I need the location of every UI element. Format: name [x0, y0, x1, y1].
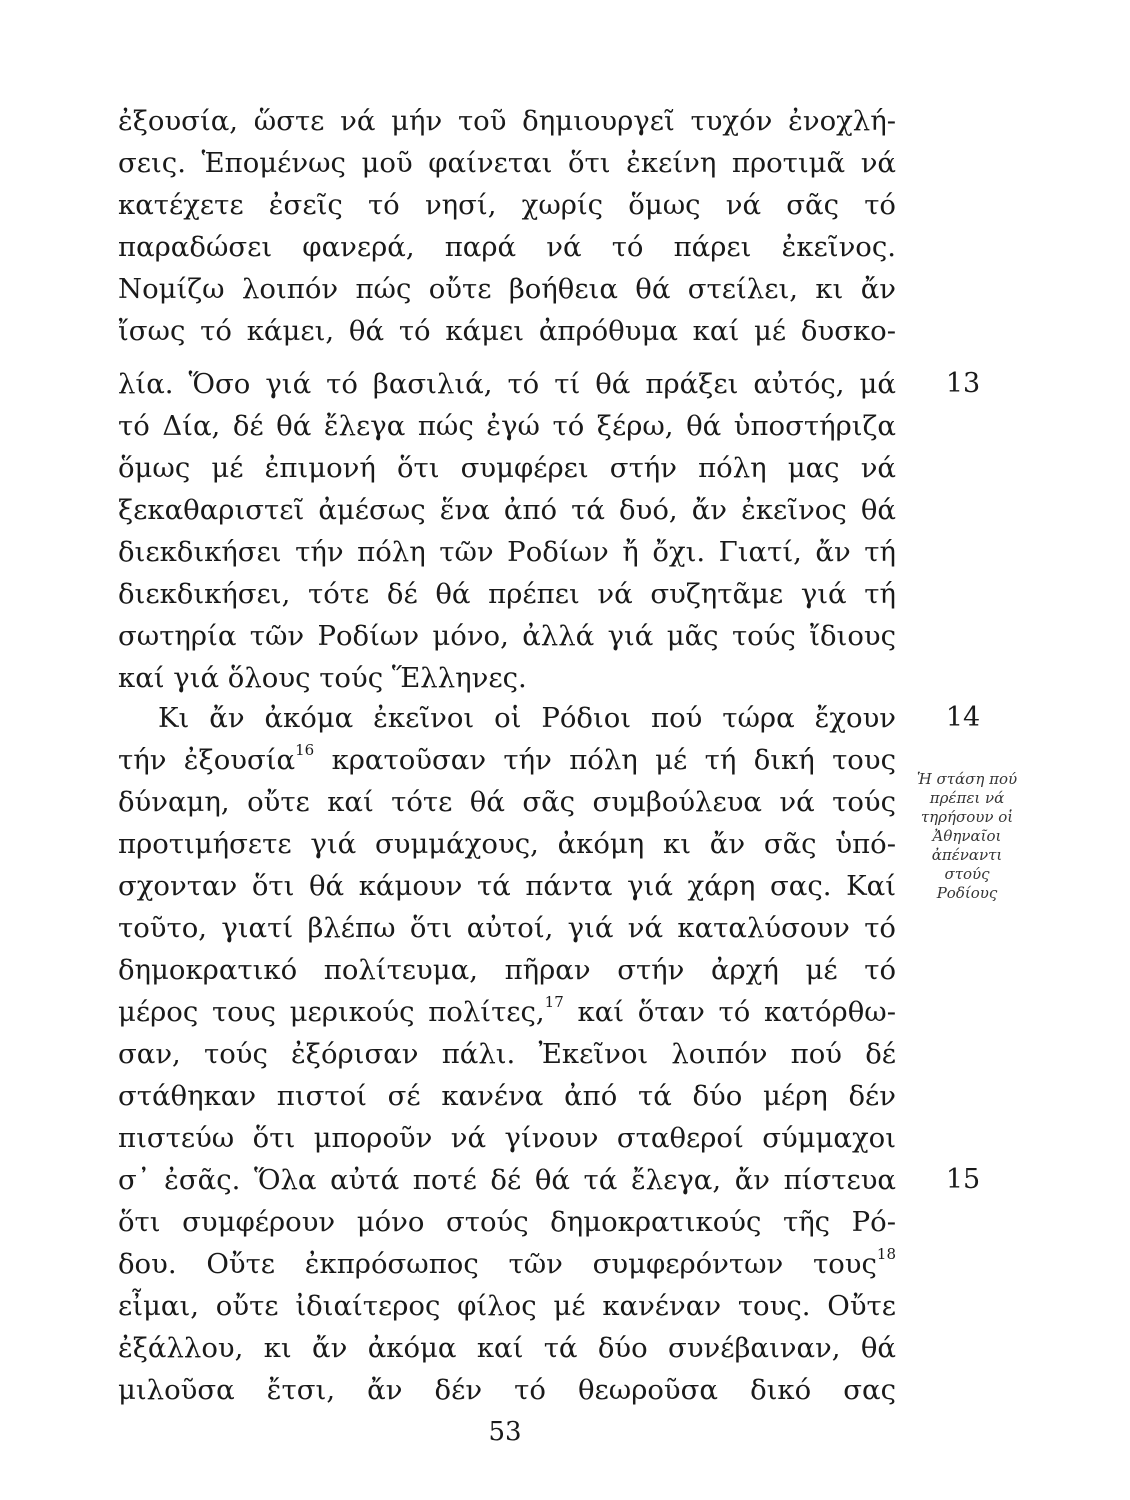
text-line: εἶμαι, οὔτε ἰδιαίτερος φίλος μέ κανέναν τους. Οὔτε	[118, 1290, 896, 1322]
text-line: δύναμη, οὔτε καί τότε θά σᾶς συμβούλευα νά τούς	[118, 786, 896, 818]
text-line: τοῦτο, γιατί βλέπω ὅτι αὐτοί, γιά νά καταλύσουν τό	[118, 912, 896, 944]
margin-note-line: τηρήσουν οἱ	[920, 808, 1014, 826]
text-line: διεκδικήσει, τότε δέ θά πρέπει νά συζητᾶμε γιά τή	[118, 578, 896, 610]
text-line: ἐξουσία, ὥστε νά μήν τοῦ δημιουργεῖ τυχόν ἐνοχλή-	[118, 105, 896, 137]
footnote-ref: 18	[876, 1244, 896, 1263]
text-line: ἐξάλλου, κι ἄν ἀκόμα καί τά δύο συνέβαιναν, θά	[118, 1332, 896, 1364]
margin-section-number: 13	[945, 368, 981, 399]
text-line	[118, 740, 896, 780]
text-fragment: κρατοῦσαν τήν πόλη μέ τή δική τους	[331, 744, 896, 776]
margin-note-line: Ἡ στάση πού	[916, 770, 1018, 788]
margin-note	[912, 770, 1022, 903]
text-line: δημοκρατικό πολίτευμα, πῆραν στήν ἀρχή μέ τό	[118, 954, 896, 986]
text-line: ὅτι συμφέρουν μόνο στούς δημοκρατικούς τῆς Ρό-	[118, 1206, 896, 1238]
text-line: σεις. Ἑπομένως μοῦ φαίνεται ὅτι ἐκείνη προτιμᾶ νά	[118, 147, 896, 179]
text-line: Κι ἄν ἀκόμα ἐκεῖνοι οἱ Ρόδιοι πού τώρα ἔχουν	[158, 702, 896, 734]
margin-note-line: Ροδίους	[936, 884, 998, 902]
margin-section-number: 15	[945, 1164, 981, 1195]
page-number: 53	[488, 1417, 522, 1447]
text-line	[118, 992, 896, 1032]
text-line: ἴσως τό κάμει, θά τό κάμει ἀπρόθυμα καί μέ δυσκο-	[118, 315, 896, 347]
text-fragment: δου. Οὔτε ἐκπρόσωπος τῶν συμφερόντων τους	[118, 1248, 877, 1280]
text-line: λία. Ὅσο γιά τό βασιλιά, τό τί θά πράξει αὐτός, μά	[118, 368, 896, 400]
text-line: καί γιά ὅλους τούς Ἕλληνες.	[118, 662, 527, 694]
text-line: τό Δία, δέ θά ἔλεγα πώς ἐγώ τό ξέρω, θά ὑποστήριζα	[118, 410, 896, 442]
text-line: ξεκαθαριστεῖ ἀμέσως ἕνα ἀπό τά δυό, ἄν ἐκεῖνος θά	[118, 494, 896, 526]
text-line: κατέχετε ἐσεῖς τό νησί, χωρίς ὅμως νά σᾶς τό	[118, 189, 896, 221]
text-fragment: μέρος τους μερικούς πολίτες,	[118, 996, 545, 1028]
margin-note-line: πρέπει νά	[929, 789, 1005, 807]
text-line: σχονταν ὅτι θά κάμουν τά πάντα γιά χάρη σας. Καί	[118, 870, 896, 902]
text-fragment: τήν ἐξουσία	[118, 744, 296, 776]
text-line	[118, 1244, 896, 1284]
text-line: Νομίζω λοιπόν πώς οὔτε βοήθεια θά στείλει, κι ἄν	[118, 273, 896, 305]
text-line: στάθηκαν πιστοί σέ κανένα ἀπό τά δύο μέρη δέν	[118, 1080, 896, 1112]
text-line: παραδώσει φανερά, παρά νά τό πάρει ἐκεῖνος.	[118, 231, 896, 263]
text-line: ὅμως μέ ἐπιμονή ὅτι συμφέρει στήν πόλη μας νά	[118, 452, 896, 484]
text-line: σαν, τούς ἐξόρισαν πάλι. Ἐκεῖνοι λοιπόν πού δέ	[118, 1038, 896, 1070]
margin-note-line: στούς	[944, 865, 990, 883]
text-line: προτιμήσετε γιά συμμάχους, ἀκόμη κι ἄν σᾶς ὑπό-	[118, 828, 896, 860]
text-line: διεκδικήσει τήν πόλη τῶν Ροδίων ἤ ὄχι. Γιατί, ἄν τή	[118, 536, 896, 568]
text-line: μιλοῦσα ἔτσι, ἄν δέν τό θεωροῦσα δικό σας	[118, 1374, 896, 1406]
text-line: σ᾽ ἐσᾶς. Ὅλα αὐτά ποτέ δέ θά τά ἔλεγα, ἄν πίστευα	[118, 1164, 896, 1196]
margin-note-line: Ἀθηναῖοι	[932, 827, 1002, 845]
text-line: σωτηρία τῶν Ροδίων μόνο, ἀλλά γιά μᾶς τούς ἴδιους	[118, 620, 896, 652]
footnote-ref: 16	[295, 740, 315, 759]
text-line: πιστεύω ὅτι μποροῦν νά γίνουν σταθεροί σύμμαχοι	[118, 1122, 896, 1154]
text-fragment: καί ὅταν τό κατόρθω-	[577, 996, 896, 1028]
margin-note-line: ἀπέναντι	[931, 846, 1003, 864]
footnote-ref: 17	[544, 992, 564, 1011]
margin-section-number: 14	[945, 702, 981, 733]
